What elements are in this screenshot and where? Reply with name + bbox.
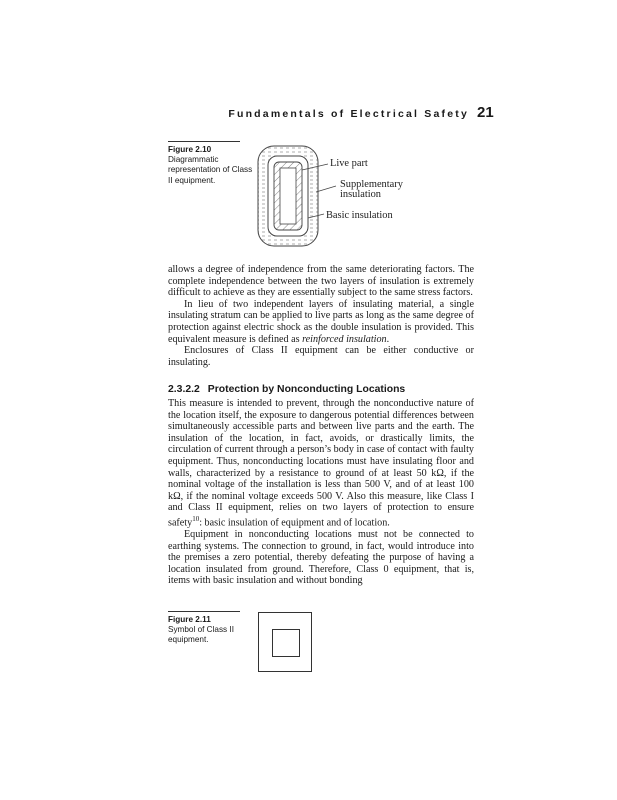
body-text-lower [168, 398, 474, 587]
paragraph-4 [168, 398, 474, 529]
figure-2-10-number: Figure 2.10 [168, 145, 212, 154]
paragraph-4-text: This measure is intended to prevent, through the nonconductive nature of the location itself, the exposure to dangerous potential differences between simultaneously accessible parts and between live parts and the earth. The insulation of the location, in fact, avoids, or drastically limits, the circulation of current through a person’s body in case of contact with faulty equipment. Thus, nonconducting locations must have insulating floor and walls, characterized by a resistance to ground of at least 50 kΩ, if the nominal voltage of the installation is less than 500 V, and of at least 100 kΩ, if the nominal voltage exceeds 500 V. Also this measure, like Class I and Class II equipment, relies on two layers of protection to ensure safety [168, 398, 474, 529]
figure-2-11-rule [168, 611, 240, 612]
page-number: 21 [477, 104, 494, 121]
reference-superscript: 10 [192, 514, 200, 523]
class-ii-symbol-icon [272, 629, 300, 657]
body-text-upper [168, 264, 474, 368]
paragraph-4-end: : basic insulation of equipment and of location. [199, 517, 390, 529]
figure-2-10-caption: Diagrammatic representation of Class II equipment. [168, 155, 253, 185]
paragraph-2-end: . [386, 333, 390, 345]
paragraph-5: Equipment in nonconducting locations must not be connected to earthing systems. The connection to ground, in fact, would introduce into the premises a zero potential, thereby defeating the purpose of having a location insulated from ground. Therefore, Class 0 equipment, that is, items with basic insulation and without bonding [168, 528, 474, 587]
figure-2-11-number: Figure 2.11 [168, 615, 211, 624]
figure-2-11-caption: Symbol of Class II equipment. [168, 625, 234, 645]
section-title: Protection by Nonconducting Locations [207, 384, 406, 395]
section-number: 2.3.2.2 [168, 384, 200, 395]
callout-basic-insulation: Basic insulation [326, 210, 393, 221]
class-ii-symbol-frame [258, 612, 312, 672]
callout-supplementary-line1: Supplementary [340, 179, 403, 190]
figure-2-11-caption-block [168, 615, 258, 646]
running-head [0, 104, 617, 124]
paragraph-2-text: In lieu of two independent layers of insulating material, a single insulating stratum can be applied to live parts as long as the same degree of protection against electric shock as the double insulation is provided. This equivalent measure is defined as [168, 298, 474, 345]
paragraph-1: allows a degree of independence from the same deteriorating factors. The complete independence between the two layers of insulation is extremely difficult to achieve as they are essentially subject to the same stress factors. [168, 264, 474, 299]
section-heading [168, 384, 405, 395]
live-part-core [280, 168, 296, 224]
reinforced-insulation-term: reinforced insulation [302, 333, 387, 345]
paragraph-2 [168, 299, 474, 345]
paragraph-3: Enclosures of Class II equipment can be either conductive or insulating. [168, 345, 474, 368]
figure-2-10-caption-block [168, 145, 258, 186]
callout-live-part: Live part [330, 158, 368, 169]
running-title: Fundamentals of Electrical Safety [228, 108, 469, 120]
callout-supplementary-line2: insulation [340, 189, 381, 200]
figure-2-10-rule [168, 141, 240, 142]
supplementary-leader [316, 186, 336, 192]
